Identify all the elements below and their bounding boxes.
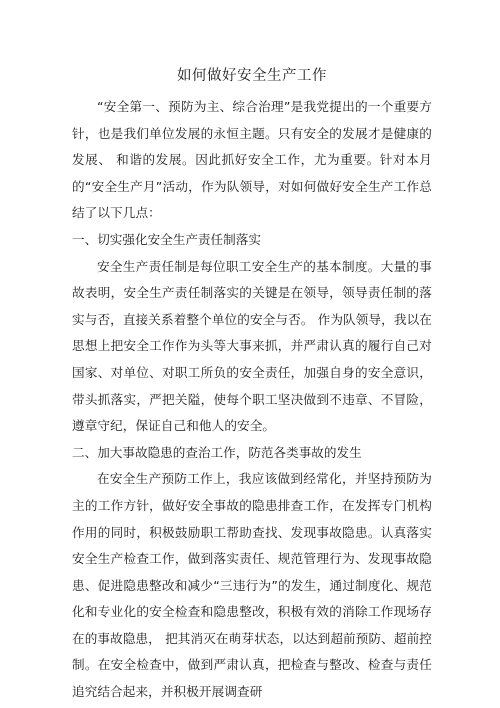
document-title: 如何做好安全生产工作 — [177, 68, 327, 84]
section-2-paragraph: 在安全生产预防工作上，我应该做到经常化，并坚持预防为主的工作方针，做好安全事故的隐患排查工作，在发挥专门机构作用的同时，积极鼓励职工帮助查找、发现事故隐患。认真落实安全生产检查工作，做到落实责任、规范管理行为、发现事故隐患、促进隐患整改和减少“三违行为”的发生，通过制度化、规范化和专业化的安全检查和隐患整改，积极有效的消除工作现场存在的事故隐患， 把其消灭在萌芽状态，以达到超前预防、超前控制。在安全检查中，做到严肃认真，把检查与整改、检查与责任追究结合起来，并积极开展调查研 — [72, 471, 432, 700]
section-1-heading: 一、切实强化安全生产责任制落实 — [72, 231, 261, 247]
section-1-paragraph: 安全生产责任制是每位职工安全生产的基本制度。大量的事故表明，安全生产责任制落实的关键是在领导，领导责任制的落实与否，直接关系着整个单位的安全与否。 作为队领导，我以在思想上把安全工作作为头等大事来抓，并严肃认真的履行自己对国家、对单位、对职工所负的安全责任，加强自身的安全意识，带头抓落实，严把关隘，使每个职工坚决做到不违章、不冒险，遵章守纪，保证自己和他人的安全。 — [72, 258, 432, 434]
section-2-heading: 二、加大事故隐患的查治工作，防范各类事故的发生 — [72, 444, 362, 460]
intro-paragraph: “安全第一、预防为主、综合治理”是我党提出的一个重要方针，也是我们单位发展的永恒主题。只有安全的发展才是健康的发展、 和谐的发展。因此抓好安全工作，尤为重要。针对本月的“安全生产月”活动，作为队领导，对如何做好安全生产工作总结了以下几点： — [72, 99, 432, 221]
